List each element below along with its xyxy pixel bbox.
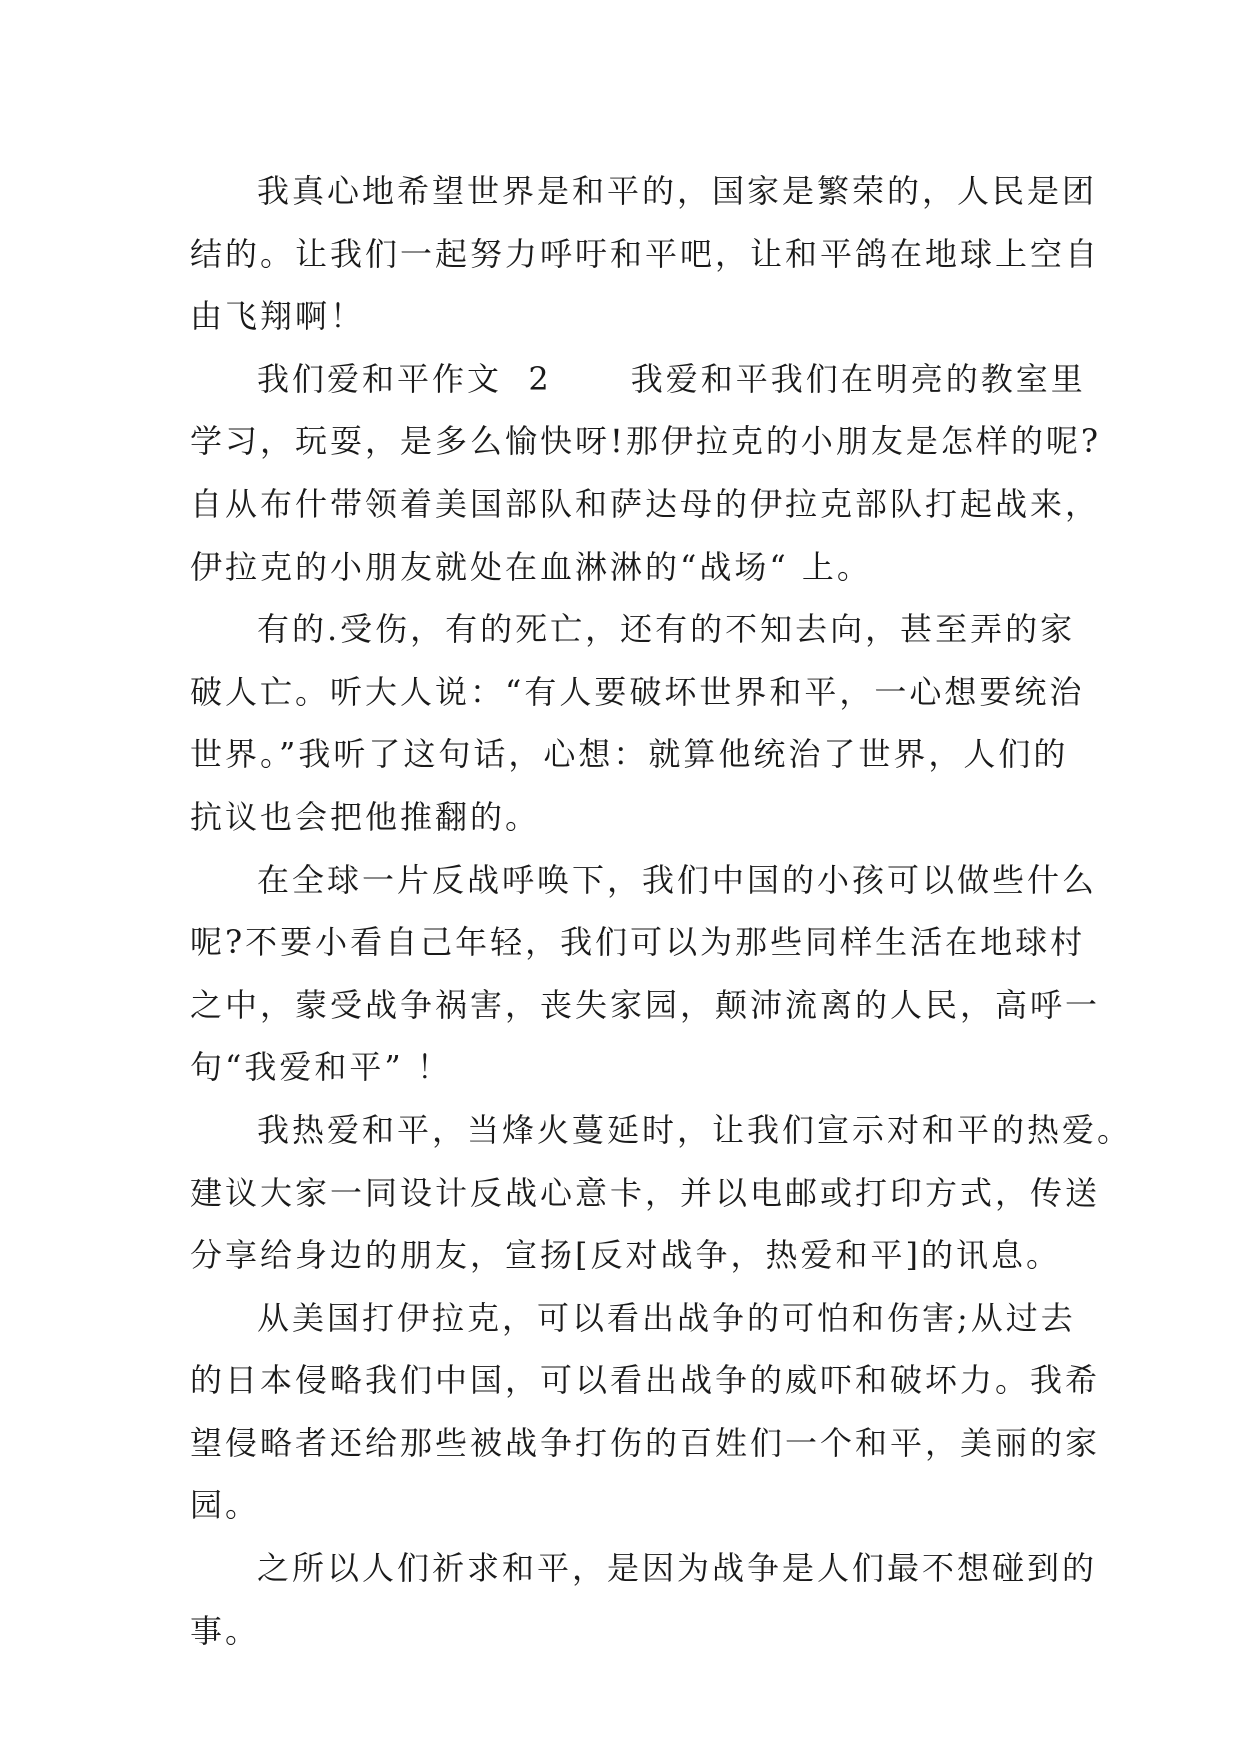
text-line: 自从布什带领着美国部队和萨达母的伊拉克部队打起战来， — [190, 484, 1101, 523]
text-line: 园。 — [190, 1486, 261, 1525]
text-line: 从美国打伊拉克，可以看出战争的可怕和伤害;从过去 — [257, 1298, 1076, 1337]
text-line: 事。 — [190, 1611, 261, 1650]
text-line: 学习，玩耍，是多么愉快呀!那伊拉克的小朋友是怎样的呢? — [190, 422, 1102, 461]
text-line: 望侵略者还给那些被战争打伤的百姓们一个和平，美丽的家 — [190, 1423, 1101, 1462]
text-line: 呢?不要小看自己年轻，我们可以为那些同样生活在地球村 — [190, 923, 1086, 962]
text-line: 抗议也会把他推翻的。 — [190, 797, 541, 836]
text-line: 之中，蒙受战争祸害，丧失家园，颠沛流离的人民，高呼一 — [190, 985, 1101, 1024]
text-line: 有的.受伤，有的死亡，还有的不知去向，甚至弄的家 — [257, 610, 1076, 649]
text-line: 句“我爱和平” ！ — [190, 1048, 452, 1087]
text-line: 结的。让我们一起努力呼吁和平吧，让和平鸽在地球上空自 — [190, 234, 1101, 273]
paragraph-4 — [190, 849, 1101, 1099]
text-line: 分享给身边的朋友，宣扬[反对战争，热爱和平]的讯息。 — [190, 1236, 1061, 1275]
paragraph-5 — [190, 1099, 1133, 1287]
paragraph-7 — [190, 1537, 1098, 1662]
text-line: 我真心地希望世界是和平的，国家是繁荣的，人民是团 — [257, 172, 1098, 210]
paragraph-3 — [190, 598, 1085, 848]
text-line: 世界。”我听了这句话，心想：就算他统治了世界，人们的 — [190, 735, 1069, 774]
text-line: 在全球一片反战呼唤下，我们中国的小孩可以做些什么 — [257, 860, 1098, 899]
text-line: 伊拉克的小朋友就处在血淋淋的“战场“ 上。 — [190, 547, 872, 586]
text-line: 的日本侵略我们中国，可以看出战争的威吓和破坏力。我希 — [190, 1361, 1101, 1400]
text-line: 建议大家一同设计反战心意卡，并以电邮或打印方式，传送 — [190, 1173, 1101, 1212]
text-line: 之所以人们祈求和平，是因为战争是人们最不想碰到的 — [257, 1549, 1098, 1588]
paragraph-2 — [190, 348, 1102, 598]
text-line: 我们爱和平作文 2 我爱和平我们在明亮的教室里 — [257, 359, 1086, 398]
paragraph-1 — [190, 160, 1101, 348]
document-body — [190, 160, 1133, 1662]
text-line: 我热爱和平，当烽火蔓延时，让我们宣示对和平的热爱。 — [257, 1110, 1133, 1149]
text-line: 破人亡。听大人说：“有人要破坏世界和平，一心想要统治 — [190, 672, 1085, 711]
paragraph-6 — [190, 1287, 1101, 1537]
text-line: 由飞翔啊！ — [190, 297, 366, 336]
